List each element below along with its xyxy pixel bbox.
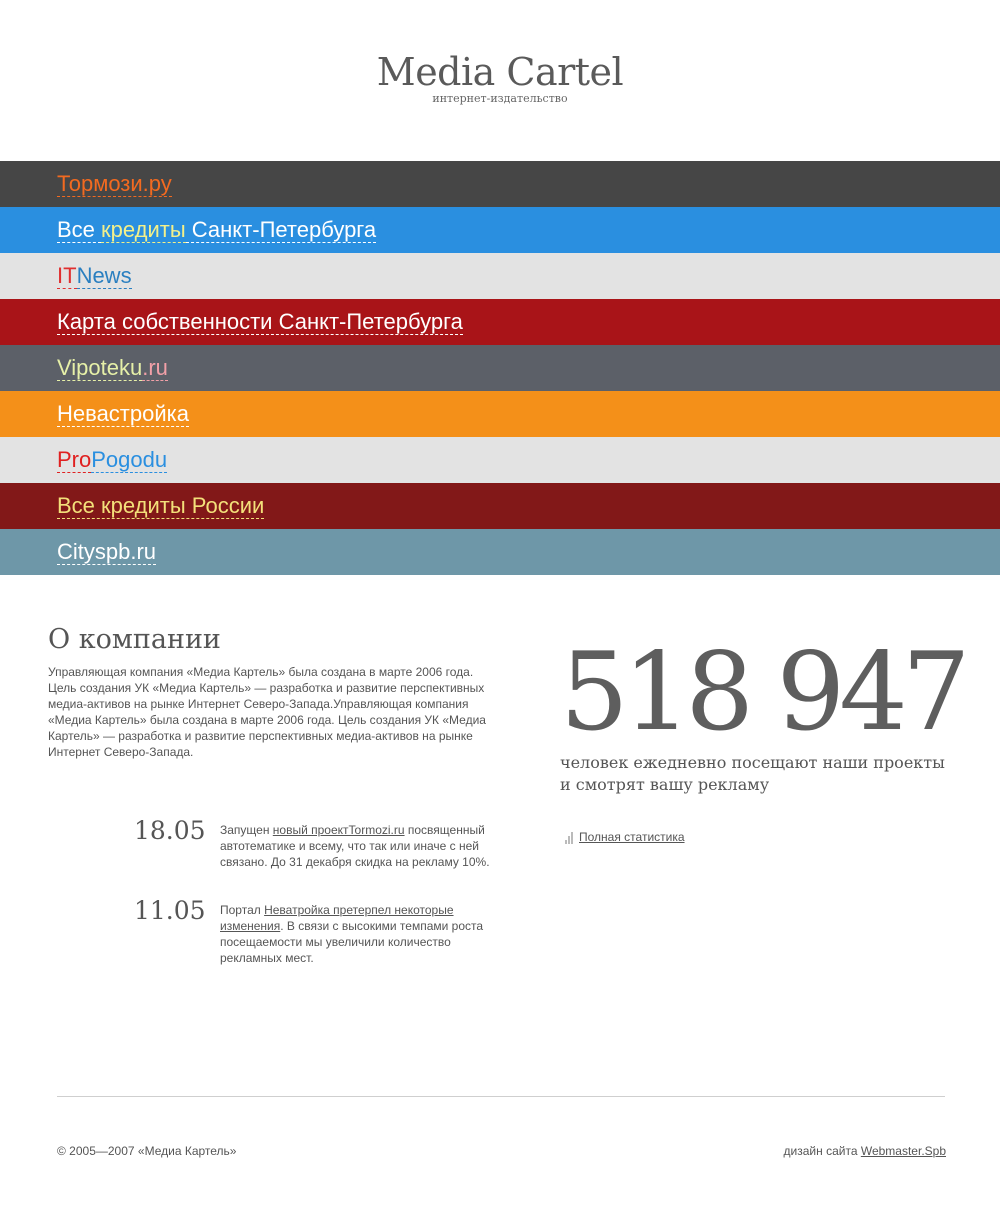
visitors-caption: человек ежедневно посещают наши проекты и смотрят вашу рекламу — [560, 753, 945, 794]
footer-divider — [57, 1096, 945, 1097]
news-text-after: посвященный автотематике и всему, что так или иначе с ней связано. До 31 декабря скидка на рекламу 10%. — [220, 823, 490, 869]
news-text-after: . В связи с высокими темпами роста посещаемости мы увеличили количество рекламных мест. — [220, 919, 484, 965]
project-band[interactable] — [0, 253, 1000, 299]
project-link-text: Все — [57, 217, 102, 242]
about-heading: О компании — [48, 624, 221, 655]
bar-chart-icon — [565, 830, 574, 844]
project-link-text: News — [76, 263, 132, 288]
project-link-text: Карта собственности Санкт-Петербурга — [57, 309, 463, 334]
project-link[interactable] — [57, 172, 172, 196]
project-band[interactable] — [0, 483, 1000, 529]
project-band[interactable] — [0, 437, 1000, 483]
project-link[interactable] — [57, 494, 264, 518]
project-link-text: Cityspb.ru — [57, 539, 157, 564]
stats-link-row — [565, 830, 685, 844]
news-text-before: Запущен — [220, 823, 273, 837]
design-credit-prefix: дизайн сайта — [783, 1144, 861, 1158]
project-link-text: Pogodu — [91, 447, 168, 472]
project-link[interactable] — [57, 356, 168, 380]
logo-subtitle: интернет-издательство — [432, 92, 568, 105]
project-link-text: Невастройка — [57, 401, 189, 426]
project-band[interactable] — [0, 299, 1000, 345]
visitors-counter — [560, 628, 980, 796]
project-link[interactable] — [57, 218, 376, 242]
project-link-text: Тормози.ру — [57, 171, 172, 196]
full-stats-link[interactable]: Полная статистика — [579, 830, 685, 844]
about-section — [48, 620, 508, 760]
news-link[interactable]: новый проектTormozi.ru — [272, 823, 405, 837]
project-link[interactable] — [57, 540, 156, 564]
site-header — [0, 48, 1000, 105]
news-date: 18.05 — [134, 816, 206, 845]
project-band[interactable] — [0, 391, 1000, 437]
project-link-text: .ru — [142, 355, 168, 380]
project-link[interactable] — [57, 310, 463, 334]
about-text: Управляющая компания «Медиа Картель» была создана в марте 2006 года. Цель создания УК «Медиа Картель» — разработка и развитие перспективных медиа-активов на рынке Интернет Северо-Запада.Управляющая компания «Медиа Картель» была создана в марте 2006 года. Цель создания УК «Медиа Картель» — разработка и развитие перспективных медиа-активов на рынке Интернет Северо-Запада. — [48, 665, 486, 759]
news-text-before: Портал — [220, 903, 265, 917]
project-link[interactable] — [57, 448, 167, 472]
news-date: 11.05 — [134, 896, 206, 925]
project-link-text: Vipoteku — [57, 355, 143, 380]
project-link[interactable] — [57, 402, 189, 426]
news-text — [220, 822, 502, 870]
project-band[interactable] — [0, 345, 1000, 391]
project-link-text: Санкт-Петербурга — [185, 217, 377, 242]
news-link[interactable]: Неватройка претерпел некоторые изменения — [220, 903, 454, 933]
visitors-number: 518 947 — [560, 630, 965, 755]
project-link-text: Все кредиты России — [57, 493, 265, 518]
project-band[interactable] — [0, 529, 1000, 575]
project-link-text: кредиты — [101, 217, 186, 242]
design-credit — [784, 1144, 946, 1158]
project-link[interactable] — [57, 264, 132, 288]
project-link-text: Pro — [57, 447, 92, 472]
logo-title[interactable]: Media Cartel — [376, 50, 624, 94]
project-band[interactable] — [0, 207, 1000, 253]
design-credit-link[interactable]: Webmaster.Spb — [860, 1144, 946, 1158]
projects-list — [0, 161, 1000, 575]
copyright: © 2005—2007 «Медиа Картель» — [57, 1144, 237, 1158]
project-band[interactable] — [0, 161, 1000, 207]
project-link-text: IT — [57, 263, 77, 288]
news-text — [220, 902, 502, 966]
